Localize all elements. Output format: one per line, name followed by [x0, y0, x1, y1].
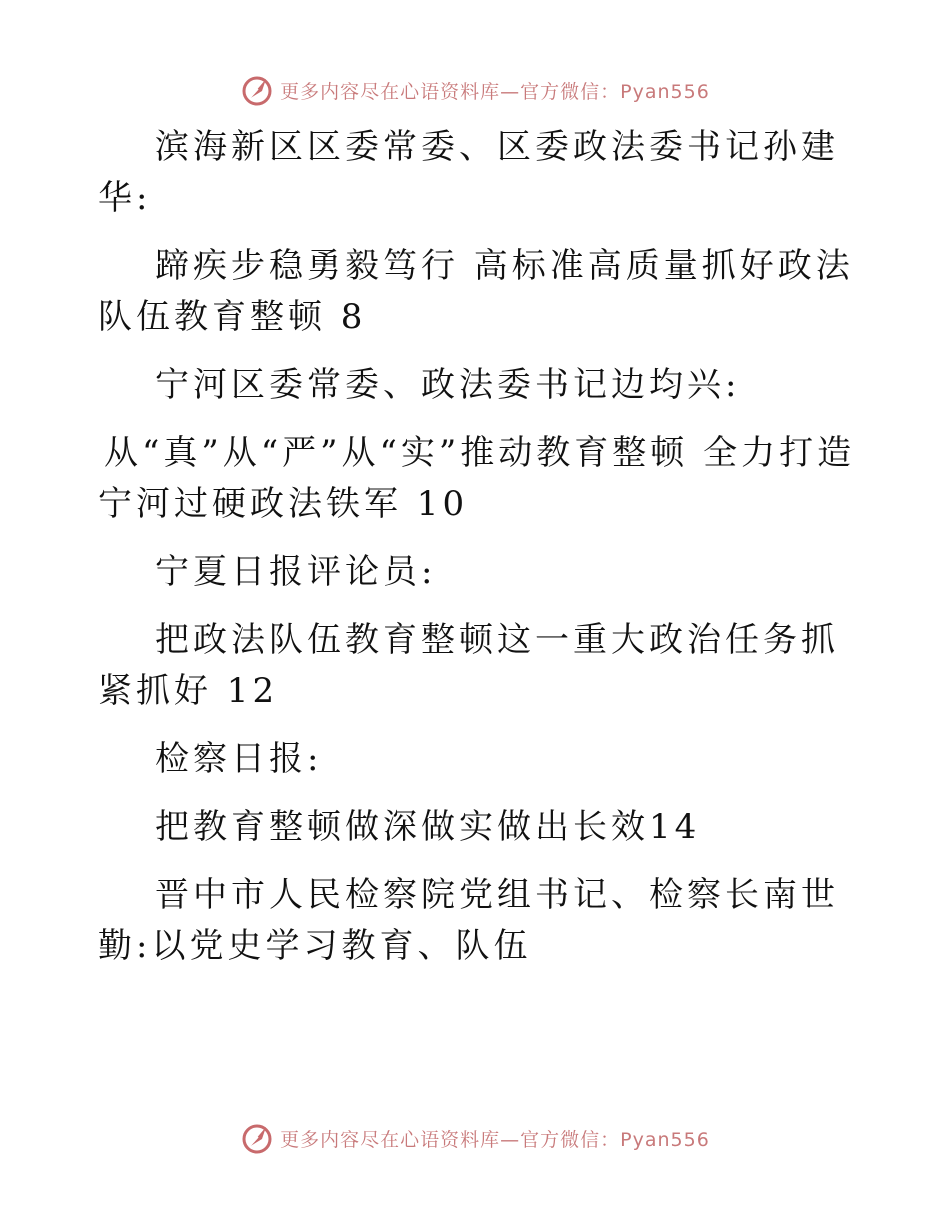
toc-author-2: 宁河区委常委、政法委书记边均兴:	[155, 365, 741, 405]
watermark-text: 更多内容尽在心语资料库—官方微信：Pyan556	[280, 80, 710, 103]
watermark-text: 更多内容尽在心语资料库—官方微信：Pyan556	[280, 1128, 710, 1151]
toc-author-3: 宁夏日报评论员:	[155, 552, 437, 592]
toc-author-5: 晋中市人民检察院党组书记、检察长南世勤:以党史学习教育、队伍	[98, 875, 839, 966]
toc-title-3: 把政法队伍教育整顿这一重大政治任务抓紧抓好 12	[98, 620, 839, 711]
toc-author-4: 检察日报:	[155, 739, 323, 779]
footer-watermark	[0, 1118, 950, 1158]
toc-title-4: 把教育整顿做深做实做出长效14	[155, 807, 701, 847]
quill-logo-icon	[240, 1121, 274, 1155]
toc-title-1: 蹄疾步稳勇毅笃行 高标准高质量抓好政法队伍教育整顿 8	[98, 246, 854, 337]
quill-logo-icon	[240, 73, 274, 107]
toc-title-2: 从“真”从“严”从“实”推动教育整顿 全力打造宁河过硬政法铁军 10	[98, 433, 856, 524]
toc-author-1: 滨海新区区委常委、区委政法委书记孙建华:	[98, 127, 839, 218]
document-body	[98, 122, 858, 989]
header-watermark	[0, 70, 950, 110]
